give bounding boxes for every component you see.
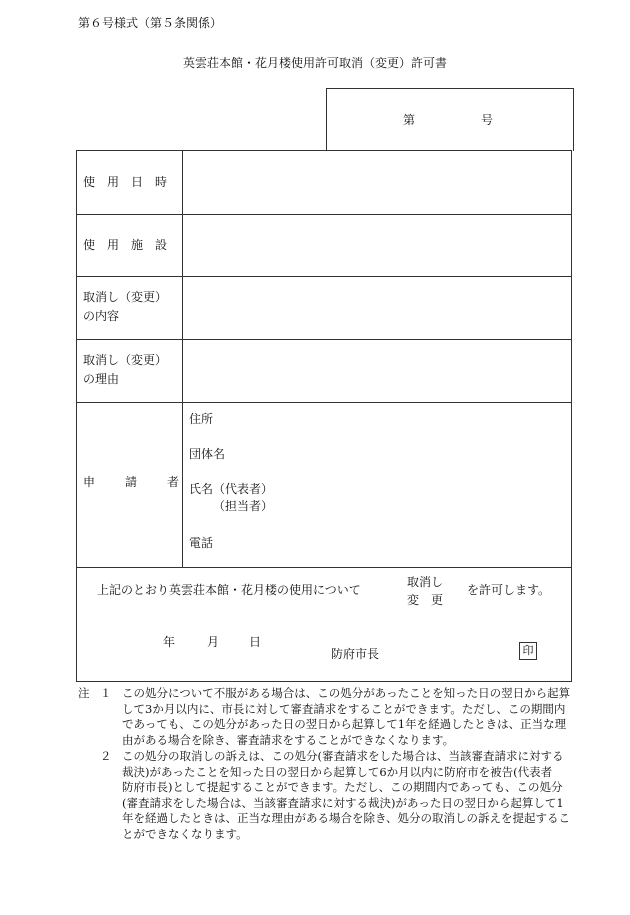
form-number-label: 第６号様式（第５条関係） [78,16,223,30]
seal-stamp-icon: 印 [519,642,537,660]
cancel-reason-label-line1: 取消し（変更） [83,353,168,367]
applicant-char: 請 [124,475,137,489]
applicant-group-label: 団体名 [189,447,226,461]
number-suffix: 号 [481,113,494,127]
permit-statement: 上記のとおり英雲荘本館・花月楼の使用について [97,583,361,597]
cancel-option: 取消し [407,575,444,589]
applicant-char: 者 [166,475,179,489]
applicant-phone-label: 電話 [189,536,214,550]
use-date-label: 使 用 日 時 [83,175,168,189]
document-number-text [403,111,493,128]
cancel-reason-label-line2: の理由 [83,372,120,386]
row-divider [77,567,571,568]
document-number-box [326,88,574,151]
date-day: 日 [249,635,262,649]
cancel-content-label [83,288,167,326]
permit-form-table [76,150,572,682]
row-divider [77,339,571,340]
note-text: この処分の取消しの訴えは、この処分(審査請求をした場合は、当該審査請求に対する裁決)があったことを知った日の翌日から起算して6か月以内に防府市を被告(代表者 防府市長)として提起することができます。ただし、この期間内であっても、この処分(審査請求をした場合は、当該審査請求に対する裁決)があった日の翌日から起算して1年を経過したときは、正当な理由がある場合を除き、処分の取消しの訴えを提起することができなくなります。 [122,749,571,841]
notes-section [78,686,572,842]
note-number: １ [100,686,112,700]
row-divider [77,214,571,215]
date-year: 年 [163,635,176,649]
row-divider [77,402,571,403]
note-item [78,686,572,748]
applicant-name-label: 氏名（代表者） [189,482,274,496]
cancel-reason-label [83,351,167,389]
note-item [78,749,572,842]
note-number: ２ [100,749,112,763]
notes-prefix: 注 [78,686,90,700]
applicant-address-label: 住所 [189,412,214,426]
change-option: 変 更 [407,593,444,607]
number-prefix: 第 [403,113,416,127]
document-title: 英雲荘本館・花月楼使用許可取消（変更）許可書 [182,56,447,70]
row-divider [77,276,571,277]
cancel-content-label-line2: の内容 [83,309,120,323]
facility-label: 使 用 施 設 [83,238,168,252]
cancel-change-choice [407,573,443,609]
mayor-title: 防府市長 [331,647,380,661]
cancel-content-label-line1: 取消し（変更） [83,290,168,304]
permit-suffix: を許可します。 [467,583,551,597]
issue-date [163,633,261,650]
date-month: 月 [207,635,220,649]
note-text: この処分について不服がある場合は、この処分があったことを知った日の翌日から起算して3か月以内に、市長に対して審査請求をすることができます。ただし、この期間内であっても、この処分があった日の翌日から起算して1年を経過したときは、正当な理由がある場合を除き、審査請求をすることができなくなります。 [122,686,571,747]
applicant-contact-label: （担当者） [213,499,274,513]
applicant-label [83,473,179,492]
applicant-char: 申 [83,475,96,489]
